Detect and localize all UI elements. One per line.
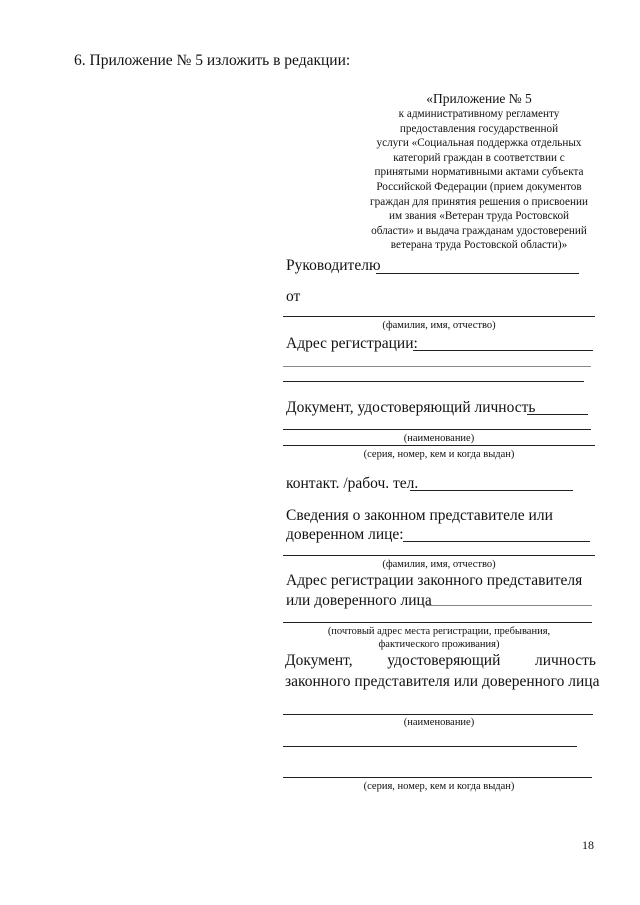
appendix-line: к административному регламенту (398, 108, 560, 120)
fio-caption: (фамилия, имя, отчество) (382, 320, 496, 331)
reg-address-field-3[interactable] (283, 381, 584, 382)
page-number: 18 (582, 838, 594, 852)
contact-phone-field[interactable] (410, 490, 573, 491)
rep-naming-caption: (наименование) (403, 717, 475, 728)
reg-address-field[interactable] (413, 350, 593, 351)
rep-fio-caption: (фамилия, имя, отчество) (382, 559, 496, 570)
rep-doc-label-line-2: законного представителя или доверенного лица (285, 673, 600, 690)
rep-reg-address-label-line-2: или доверенного лица (286, 592, 432, 609)
id-document-field[interactable] (527, 414, 588, 415)
to-head-label: Руководителю (286, 257, 381, 274)
reg-address-field-2[interactable] (283, 366, 591, 367)
rep-doc-label-line-1: Документ, удостоверяющий личность (285, 652, 596, 669)
appendix-line: граждан для принятия решения о присвоении (370, 195, 588, 208)
rep-reg-address-field[interactable] (426, 605, 592, 606)
rep-info-field[interactable] (403, 541, 590, 542)
appendix-line: услуги «Социальная поддержка отдельных (376, 137, 582, 150)
appendix-line: ветерана труда Ростовской области)» (390, 239, 568, 252)
appendix-line: категорий граждан в соответствии с (393, 151, 565, 164)
rep-series-caption: (серия, номер, кем и когда выдан) (363, 781, 515, 792)
appendix-line: «Приложение № 5 (426, 91, 532, 106)
rep-info-label-line-1: Сведения о законном представителе или (286, 507, 553, 524)
amendment-heading: 6. Приложение № 5 изложить в редакции: (74, 52, 351, 69)
contact-phone-label: контакт. /рабоч. тел. (286, 475, 419, 492)
postal-caption-line-2: фактического проживания) (378, 639, 500, 650)
appendix-line: Российской Федерации (прием документов (376, 180, 582, 193)
id-document-label: Документ, удостоверяющий личность (286, 399, 536, 416)
id-document-field-2[interactable] (283, 429, 591, 430)
postal-caption-line-1: (почтовый адрес места регистрации, пребывания, (327, 626, 551, 637)
rep-reg-address-label-line-1: Адрес регистрации законного представителя (286, 572, 583, 589)
rep-doc-field-2[interactable] (283, 746, 577, 747)
appendix-line: области» и выдача гражданам удостоверений (371, 224, 587, 237)
rep-reg-address-field-2[interactable] (283, 622, 592, 623)
series-caption: (серия, номер, кем и когда выдан) (363, 449, 515, 460)
appendix-header (355, 90, 603, 253)
appendix-line: им звания «Ветеран труда Ростовской (388, 210, 570, 223)
from-label: от (286, 288, 301, 305)
rep-doc-series-field[interactable] (283, 777, 592, 778)
rep-info-label-line-2: доверенном лице: (286, 526, 404, 543)
rep-doc-name-field[interactable] (283, 714, 593, 715)
reg-address-label: Адрес регистрации: (286, 335, 418, 352)
id-document-name-field[interactable] (283, 445, 595, 446)
to-head-field[interactable] (376, 273, 579, 274)
rep-fio-field[interactable] (283, 555, 595, 556)
applicant-fio-field[interactable] (283, 316, 595, 317)
appendix-line: принятыми нормативными актами субъекта (374, 166, 584, 179)
naming-caption: (наименование) (403, 433, 475, 444)
appendix-line: предоставления государственной (399, 122, 559, 135)
